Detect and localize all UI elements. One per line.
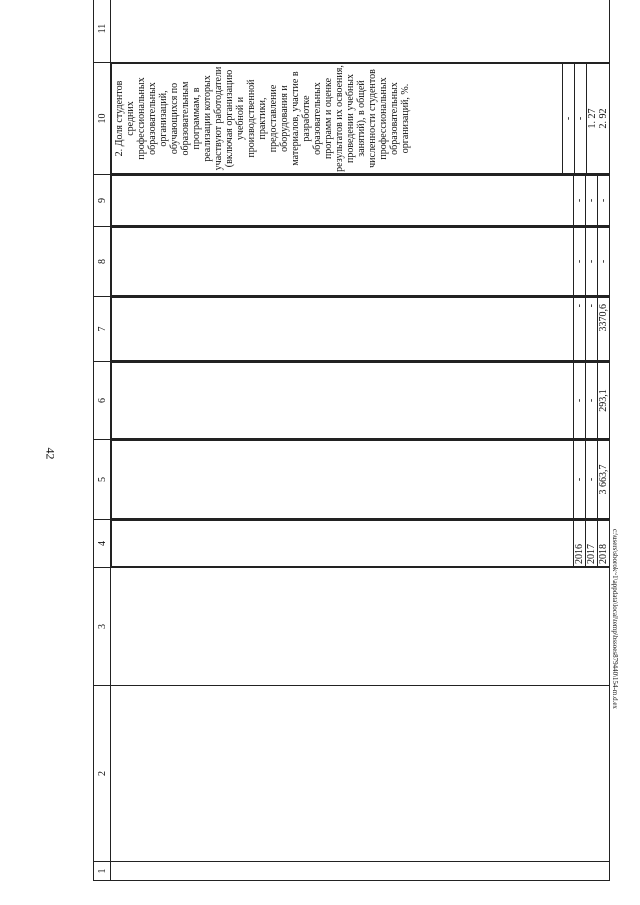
col5-value: - [574, 441, 586, 519]
cell-col2 [111, 686, 610, 862]
cell-col6 [111, 362, 610, 440]
table-rotated-view [93, 15, 610, 881]
cell-col11 [111, 0, 610, 63]
cell-years [111, 520, 610, 568]
header-cell: 6 [94, 362, 111, 440]
header-cell: 11 [94, 0, 111, 63]
header-row [94, 0, 111, 881]
col10-value: - [575, 64, 587, 174]
header-cell: 10 [94, 63, 111, 175]
header-cell: 8 [94, 227, 111, 297]
indicator-text: 2. Доля студентов средних профессиональных образовательных организаций, обучающихся по образовательным программам, в реализации которых участвуют работодатели (включая организацию учебной и производственной практики, предоставление оборудования и материалов, участие в разработке образовательных программ и оценке результатов их освоения, проведении учебных занятий), в общей численности студентов профессиональных образовательных организаций, %. [112, 64, 563, 174]
col6-value: 293,1 [598, 363, 610, 439]
program-indicators-table [93, 0, 610, 881]
col9-value: - [586, 176, 598, 226]
col5-value: 3 663,7 [598, 441, 610, 519]
col7-value: 3370,6 [598, 298, 610, 361]
col10-value: - [563, 64, 575, 174]
header-cell: 3 [94, 568, 111, 686]
header-cell: 7 [94, 297, 111, 362]
header-cell: 5 [94, 440, 111, 520]
footer-path-text: c:\users\sborok~1\appdata\local\temp\bssoes879440\154-m.d.ex [611, 529, 619, 709]
page-number: 42 [43, 447, 58, 460]
table-row [111, 0, 610, 881]
col10-value: 1. 27 2. 92 [587, 64, 610, 174]
col8-value: - [574, 228, 586, 296]
col9-value: - [598, 176, 610, 226]
col9-value: - [574, 176, 586, 226]
cell-col5 [111, 440, 610, 520]
col8-value: - [586, 228, 598, 296]
col6-value: - [586, 363, 598, 439]
cell-col1 [111, 862, 610, 881]
cell-col9 [111, 175, 610, 227]
cell-col7 [111, 297, 610, 362]
col7-value: - [574, 298, 586, 361]
col7-value: - [586, 298, 598, 361]
year-2017: 2017 [586, 521, 598, 567]
header-cell: 2 [94, 686, 111, 862]
cell-col10 [111, 63, 610, 175]
col6-value: - [574, 363, 586, 439]
header-cell: 9 [94, 175, 111, 227]
cell-col8 [111, 227, 610, 297]
col5-value: - [586, 441, 598, 519]
header-cell: 1 [94, 862, 111, 881]
cell-col3 [111, 568, 610, 686]
rotated-table-container [93, 15, 610, 881]
year-2018: 2018 [598, 521, 610, 567]
year-2016: 2016 [574, 521, 586, 567]
col8-value: - [598, 228, 610, 296]
header-cell: 4 [94, 520, 111, 568]
file-path-footer [600, 529, 620, 870]
